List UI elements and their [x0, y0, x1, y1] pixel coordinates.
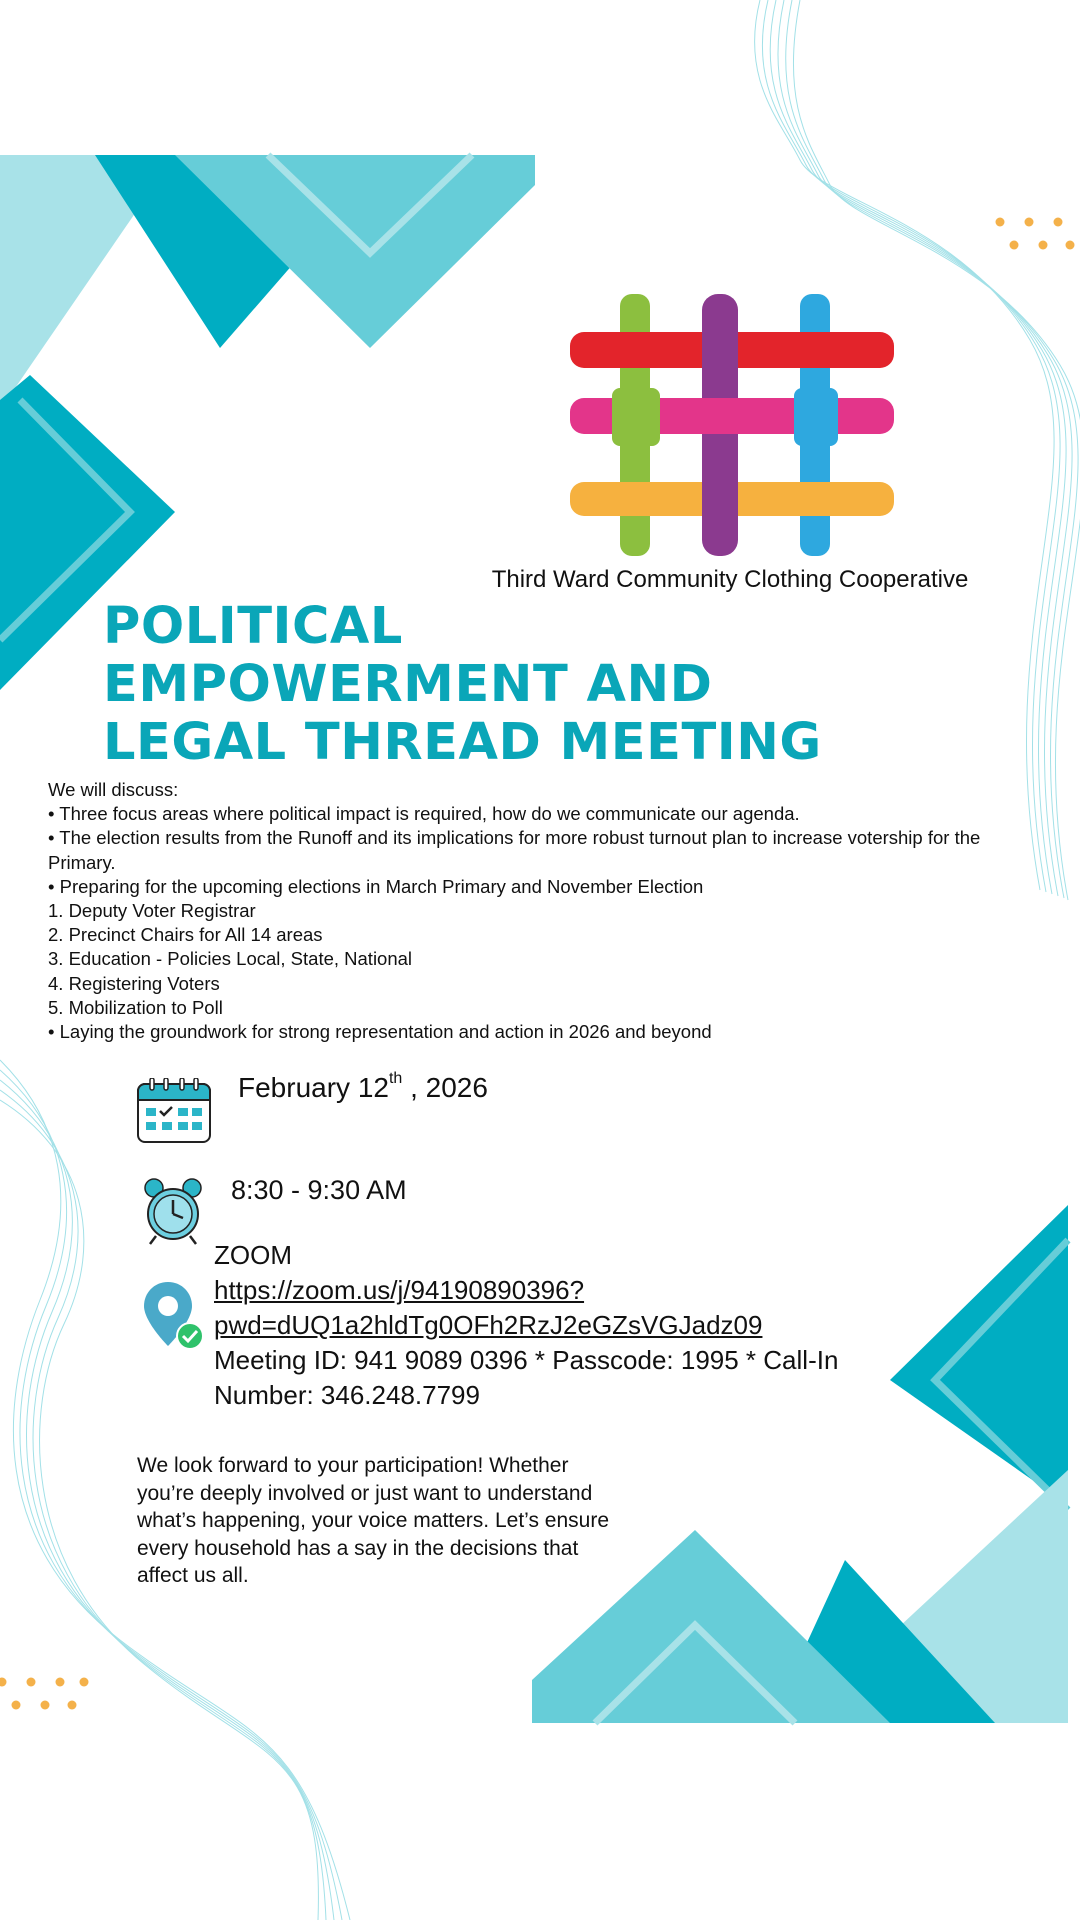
title-line-3: LEGAL THREAD MEETING: [103, 713, 822, 772]
agenda-intro: We will discuss:: [48, 779, 179, 800]
calendar-icon: [136, 1078, 212, 1144]
agenda-item: • Preparing for the upcoming elections in March Primary and November Election: [48, 875, 704, 897]
agenda-item: 1. Deputy Voter Registrar: [48, 900, 256, 922]
location-label: ZOOM: [214, 1240, 292, 1270]
agenda-item: • The election results from the Runoff and its implications for more robust turnout plan to increase votership for the Primary.: [48, 827, 981, 873]
agenda-item: • Three focus areas where political impact is required, how do we communicate our agenda.: [48, 803, 800, 825]
title-line-2: EMPOWERMENT AND: [103, 655, 713, 714]
cooperative-logo: [562, 276, 902, 558]
page-title: [103, 598, 863, 772]
location-details: [214, 1238, 894, 1413]
agenda-item: 2. Precinct Chairs for All 14 areas: [48, 924, 323, 946]
meeting-date: [238, 1072, 488, 1104]
location-pin-icon: [142, 1280, 204, 1352]
meeting-time: 8:30 - 9:30 AM: [231, 1175, 407, 1205]
zoom-link-line-2: pwd=dUQ1a2hldTg0OFh2RzJ2eGZsVGJadz09: [214, 1310, 763, 1340]
organization-name: Third Ward Community Clothing Cooperative: [491, 566, 969, 593]
meeting-id-info: Meeting ID: 941 9089 0396 * Passcode: 1995 * Call-In Number: 346.248.7799: [214, 1345, 839, 1410]
agenda-item: • Laying the groundwork for strong representation and action in 2026 and beyond: [48, 1021, 712, 1043]
agenda-list: [48, 778, 1008, 1044]
agenda-item: 3. Education - Policies Local, State, National: [48, 948, 413, 970]
zoom-link-line-1: https://zoom.us/j/94190890396?: [214, 1275, 585, 1305]
zoom-link[interactable]: [214, 1273, 894, 1343]
date-main: February 12: [238, 1072, 389, 1103]
date-suffix: th: [388, 1070, 403, 1087]
agenda-item: 5. Mobilization to Poll: [48, 996, 223, 1018]
alarm-clock-icon: [142, 1178, 204, 1246]
agenda-item: 4. Registering Voters: [48, 972, 220, 994]
dots-bottom-left: [0, 1678, 89, 1710]
title-line-1: POLITICAL: [103, 597, 403, 656]
dots-top-right: [996, 218, 1075, 250]
closing-message: We look forward to your participation! Whether you’re deeply involved or just want to understand what’s happening, your voice matters. Let’s ensure every household has a say in the decisions that affect us all.: [137, 1454, 609, 1587]
date-year: , 2026: [402, 1072, 488, 1103]
